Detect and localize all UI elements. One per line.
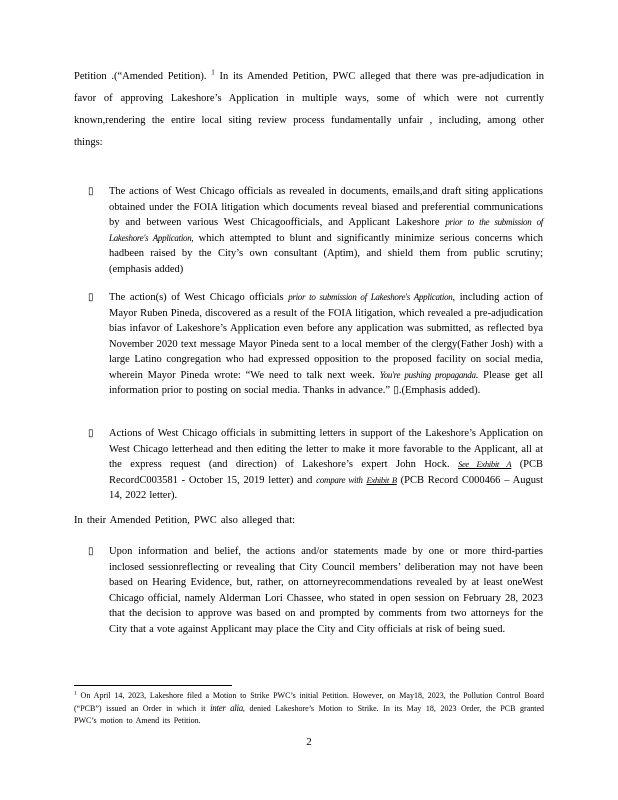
footnote (74, 690, 544, 727)
bullet-icon: ▯ (88, 546, 94, 557)
item-text: Actions of West Chicago officials in submitting letters in support of the Lakeshore’s Application on West Chicago letterhead and then editing the letter to make it more favorable to the Applicant, all at the express request (and direction) of Lakeshore’s expert John Hock. (109, 428, 543, 470)
also-paragraph: In their Amended Petition, PWC also alleged that: (74, 515, 296, 526)
item-text: . Please get all information prior to posting on social media. Thanks in advance.” ▯.(Emphasis added). (109, 369, 543, 396)
intro-text-post: In its Amended Petition, PWC alleged that there was pre-adjudication in favor of approving Lakeshore’s Application in multiple ways, some of which were not currently known,rendering the entire local siting review process fundamentally unfair , including, among other things: (74, 71, 545, 148)
item-emphasis: You're pushing propaganda (379, 369, 476, 380)
footnote-reference[interactable]: 1 (211, 68, 215, 77)
list-item (109, 184, 543, 277)
item-text: (PCB RecordC003581 - October 15, 2019 letter) and (109, 459, 544, 486)
intro-paragraph (74, 66, 544, 154)
list-item (109, 290, 543, 399)
list-item (109, 426, 543, 504)
item-text: The actions of West Chicago officials as revealed in documents, emails,and draft siting applications obtained under the FOIA litigation which documents reveal biased and preferential communications by and between various West Chicagoofficials, and Applicant Lakeshore (109, 186, 543, 228)
exhibit-a-link[interactable]: See Exhibit A (458, 459, 512, 469)
exhibit-b-link[interactable]: Exhibit B (366, 474, 397, 485)
item-emphasis: prior to submission of Lakeshore's Application (288, 292, 453, 302)
intro-text-pre: Petition .(“Amended Petition). (74, 71, 207, 82)
footnote-mark: 1 (74, 690, 77, 697)
item-emphasis: compare with (316, 474, 363, 485)
bullet-icon: ▯ (88, 428, 94, 439)
item-text: (PCB Record C000466 – August 14, 2022 letter). (109, 474, 544, 501)
page-number: 2 (306, 736, 312, 748)
list-item: Upon information and belief, the actions and/or statements made by one or more third-parties inclosed sessionreflecting or revealing that City Council members’ deliberation may not have been based on Hearing Evidence, but, rather, on attorneyrecommendations revealed by at least oneWest Chicago official, namely Alderman Lori Chassee, who stated in open session on February 28, 2023 that the decision to approve was based on and prompted by comments from two attorneys for the City that a vote against Applicant may place the City and City officials at risk of being sued. (109, 546, 543, 635)
item-text: , including action of Mayor Ruben Pineda, discovered as a result of the FOIA litigation, which revealed a pre-adjudication bias infavor of Lakeshore’s Application even before any application was submitted, as reflected bya November 2020 text message Mayor Pineda sent to a local member of the clergy(Father Josh) with a large Latino congregation who had expressed opposition to the proposed facility on social media, wherein Mayor Pineda wrote: “We need to talk next week. (109, 292, 543, 381)
bullet-icon: ▯ (88, 292, 94, 303)
footnote-text: On April 14, 2023, Lakeshore filed a Motion to Strike PWC’s initial Petition. However, on May18, 2023, the Pollution Control Board (“PCB”) issued an Order in which it (74, 691, 545, 713)
item-emphasis: prior to the submission of Lakeshore's Application, (109, 217, 543, 243)
footnote-divider (74, 685, 232, 686)
item-text: The action(s) of West Chicago officials (109, 292, 284, 303)
bullet-icon: ▯ (88, 186, 94, 197)
item-text: which attempted to blunt and significantly minimize serious concerns which hadbeen raised by the City’s own consultant (Aptim), and shield them from public scrutiny; (emphasis added) (109, 232, 543, 275)
footnote-text: , denied Lakeshore’s Motion to Strike. In its May 18, 2023 Order, the PCB granted PWC’s motion to Amend its Petition. (74, 704, 545, 725)
footnote-emphasis: inter alia (210, 703, 243, 713)
